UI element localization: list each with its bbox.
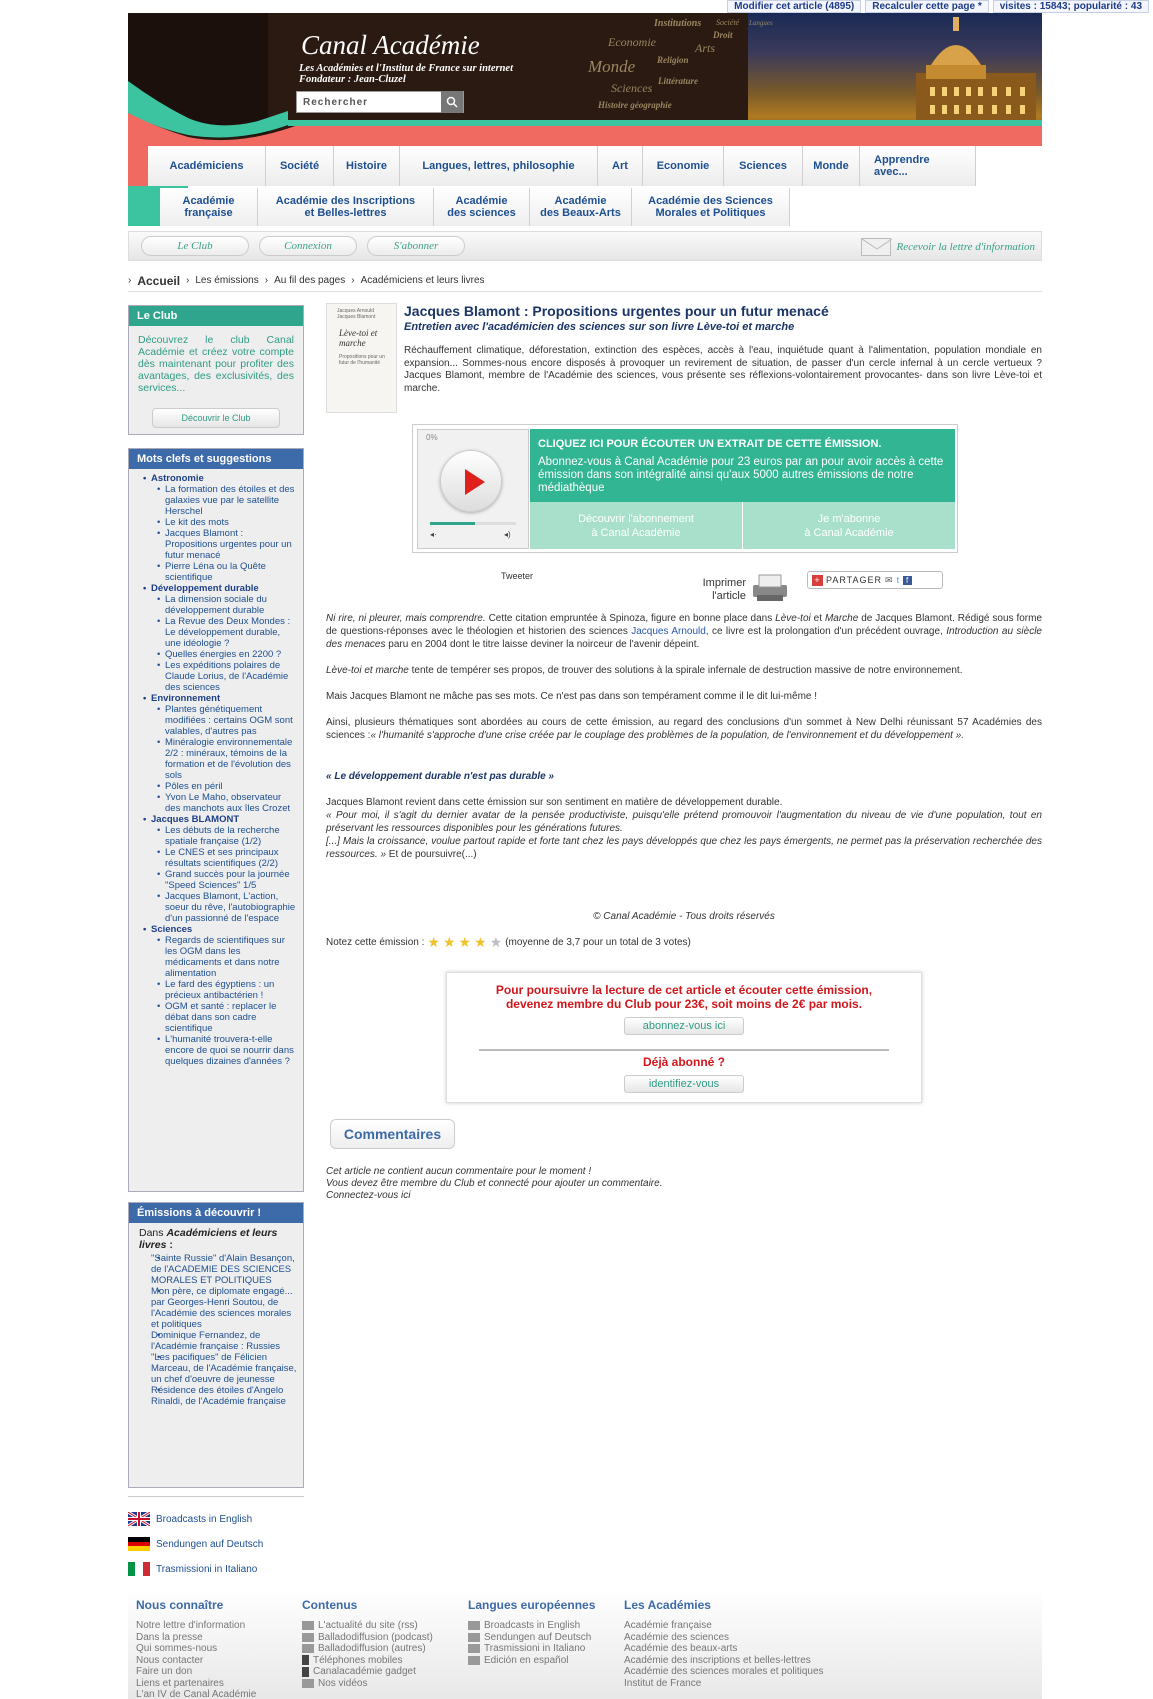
club-box-title: Le Club — [129, 306, 303, 326]
header-wave-decoration — [128, 13, 1042, 146]
emissions-intro-suffix: : — [166, 1239, 173, 1251]
site-footer — [128, 1588, 1042, 1699]
footer-link[interactable]: Académie des beaux-arts — [624, 1643, 738, 1654]
email-icon: ✉ — [885, 574, 894, 585]
keyword-category[interactable]: • Sciences — [137, 924, 297, 935]
offer-buttons — [530, 502, 955, 549]
footer-col-title: Les Académies — [624, 1598, 711, 1612]
club-box-text: Découvrez le club Canal Académie et créez votre compte dès maintenant pour profiter des avantages, des exclusivités, des services... — [138, 334, 294, 394]
discover-subscription-button[interactable]: Découvrir l'abonnement à Canal Académie — [530, 502, 743, 549]
keyword-category[interactable]: • Astronomie — [137, 473, 297, 484]
visits-counter: visites : 15843; popularité : 43 — [993, 0, 1149, 13]
discover-club-button[interactable]: Découvrir le Club — [152, 408, 280, 428]
cloud-word[interactable]: Droit — [713, 30, 733, 40]
emissions-intro-category[interactable]: Académiciens et leurs livres — [139, 1227, 278, 1251]
gadget-icon — [302, 1667, 309, 1677]
keyword-suggestion-link[interactable]: • Les débuts de la recherche spatiale française (1/2) — [137, 825, 297, 847]
footer-link[interactable]: Dans la presse — [136, 1631, 203, 1643]
body-text-run: , ce livre est la prolongation d'un précédent ouvrage, — [705, 626, 947, 637]
subscribe-here-button[interactable]: abonnez-vous ici — [624, 1017, 744, 1035]
body-heading: « Le développement durable n'est pas durable » — [326, 771, 554, 782]
cloud-word[interactable]: Histoire géographie — [598, 100, 672, 110]
body-paragraph — [326, 716, 1042, 742]
footer-link[interactable]: L'an IV de Canal Académie — [136, 1689, 257, 1699]
footer-link[interactable] — [302, 1632, 433, 1644]
tweet-button[interactable]: Tweeter — [501, 571, 534, 581]
book-title-ref: Marche — [824, 613, 859, 624]
keyword-suggestion-link[interactable]: • La dimension sociale du développement durable — [137, 594, 297, 616]
emissions-list — [129, 1223, 303, 1413]
footer-link[interactable]: Faire un don — [136, 1666, 193, 1677]
footer-col-languages — [468, 1598, 595, 1666]
play-button[interactable] — [440, 450, 502, 512]
audio-player — [412, 424, 958, 553]
play-icon — [441, 451, 503, 513]
body-paragraph — [326, 796, 1042, 861]
footer-link-label: Balladodiffusion (autres) — [318, 1643, 426, 1654]
cloud-word[interactable]: Economie — [608, 35, 656, 49]
uk-flag-icon — [128, 1512, 150, 1526]
article-body — [326, 612, 1042, 861]
keywords-list — [129, 469, 303, 1073]
breadcrumb-item[interactable]: Les émissions — [195, 275, 259, 286]
cloud-word[interactable]: Institutions — [654, 18, 702, 29]
book-title-ref: Lève-toi et marche — [326, 665, 409, 676]
academy-item[interactable]: Académie française — [160, 188, 258, 226]
breadcrumb-separator: › — [128, 275, 132, 286]
footer-link[interactable]: Qui sommes-nous — [136, 1643, 218, 1654]
search-input[interactable]: Rechercher — [303, 96, 369, 108]
nav-item[interactable]: Académiciens — [148, 146, 266, 186]
cloud-word[interactable]: Littérature — [658, 76, 698, 86]
already-subscribed-label: Déjà abonné ? — [642, 1055, 725, 1069]
keyword-suggestion-link[interactable]: • La Revue des Deux Mondes : Le développement durable, une idéologie ? — [137, 616, 297, 649]
breadcrumb-separator: › — [264, 275, 269, 286]
progress-fill — [430, 522, 475, 525]
footer-link[interactable]: Notre lettre d'information — [136, 1620, 246, 1631]
footer-col-title: Nous connaître — [136, 1598, 224, 1612]
nav-item[interactable]: Langues, lettres, philosophie — [400, 146, 598, 186]
nav-item[interactable]: Art — [598, 146, 643, 186]
emissions-intro — [137, 1227, 297, 1251]
admin-bar — [727, 0, 1149, 13]
subscribe-now-button[interactable]: Je m'abonne à Canal Académie — [804, 512, 894, 539]
footer-link[interactable]: Académie des sciences — [624, 1631, 730, 1643]
article-title: Jacques Blamont : Propositions urgentes pour un futur menacé — [404, 303, 829, 319]
footer-link-label: Broadcasts in English — [484, 1620, 581, 1631]
printer-icon[interactable] — [751, 573, 789, 603]
share-label: PARTAGER — [826, 575, 883, 585]
listen-offer-panel[interactable] — [530, 429, 955, 549]
body-text-run: tente de tempérer ses propos, de trouver des solutions à la spirale infernale de destruction massive de notre environnement. — [408, 665, 963, 676]
footer-col-about — [136, 1598, 256, 1699]
category-menu — [148, 146, 976, 186]
academy-item[interactable]: Académie des Inscriptions et Belles-lettres — [258, 188, 434, 226]
membership-promo — [446, 972, 922, 1103]
sidebar-divider — [128, 1496, 304, 1497]
footer-link-label: Téléphones mobiles — [313, 1654, 403, 1666]
body-text-run: paru en 2004 dont le titre laisse deviner la noirceur de l'avenir dépeint. — [385, 639, 700, 650]
cover-title: Lève-toi et marche — [339, 328, 378, 348]
cloud-word[interactable]: Religion — [657, 55, 689, 65]
emission-link[interactable]: • "Sainte Russie" d'Alain Besançon, de l'ACADEMIE DES SCIENCES MORALES ET POLITIQUES — [137, 1253, 297, 1286]
club-button[interactable]: Le Club — [141, 236, 249, 256]
subscribe-button[interactable]: S'abonner — [367, 236, 465, 256]
podcast-icon — [302, 1633, 314, 1642]
search-box[interactable] — [296, 91, 464, 113]
body-text-run: Jacques Blamont revient dans cette émission sur son sentiment en matière de développement durable. — [326, 797, 783, 808]
star-icon[interactable]: ★ — [427, 934, 440, 950]
facebook-icon: f — [903, 576, 912, 585]
body-text-run: Ainsi, plusieurs thématiques sont abordées au cours de cette émission, au regard des conclusions d'un sommet à New Delhi réunissant 57 Académies des sciences : — [326, 717, 1042, 741]
keywords-title: Mots clefs et suggestions — [129, 449, 303, 469]
keyword-category[interactable]: • Développement durable — [137, 583, 297, 594]
academies-menu — [160, 188, 790, 226]
rating-summary: (moyenne de 3,7 pour un total de 3 votes) — [505, 936, 691, 948]
no-comments-line: Cet article ne contient aucun commentaire pour le moment ! — [326, 1166, 592, 1177]
cover-author: Jacques Blamont — [337, 314, 376, 320]
footer-col-content — [302, 1598, 433, 1689]
newsletter-label: Recevoir la lettre d'information — [896, 241, 1035, 253]
body-text-run: Cette citation empruntée à Spinoza, figure en bonne place dans — [485, 613, 776, 624]
emission-link[interactable]: • Résidence des étoiles d'Angelo Rinaldi, de l'Académie française — [137, 1385, 297, 1407]
nav-item[interactable]: Apprendre avec... — [860, 146, 976, 186]
keyword-suggestion-link[interactable]: • Le kit des mots — [137, 517, 297, 528]
footer-link[interactable]: Liens et partenaires — [136, 1677, 224, 1689]
emissions-box — [128, 1202, 304, 1488]
footer-link[interactable] — [302, 1678, 433, 1690]
keyword-suggestion-link[interactable]: • Yvon Le Maho, observateur des manchots aux îles Crozet — [137, 792, 297, 814]
footer-link-label: Canalacadémie gadget — [313, 1666, 416, 1677]
lang-italian[interactable] — [128, 1562, 257, 1576]
share-button[interactable] — [807, 571, 943, 589]
emissions-title: Émissions à découvrir ! — [129, 1203, 303, 1223]
body-quote: [...] Mais la croissance, voulue partout rapide et forte tant chez les pays développés que chez les pays émergents, ne permet pas la préservation recherchée des ressources. » — [326, 836, 1042, 860]
copyright-notice: © Canal Académie - Tous droits réservés — [593, 911, 775, 922]
connect-link[interactable]: Connectez-vous ici — [326, 1190, 411, 1201]
star-icon[interactable]: ★ — [458, 934, 472, 950]
keyword-suggestion-link[interactable]: • Jacques Blamont, L'action, soeur du rêve, l'autobiographie d'un passionné de l'espace — [137, 891, 297, 924]
login-here-button[interactable]: identifiez-vous — [624, 1075, 744, 1093]
keyword-category[interactable]: • Environnement — [137, 693, 297, 704]
progress-bar[interactable] — [430, 522, 516, 525]
founder-line: Fondateur : Jean-Cluzel — [299, 74, 406, 85]
footer-link[interactable] — [302, 1643, 433, 1655]
italian-flag-icon — [468, 1644, 480, 1653]
emission-link[interactable]: • Mon père, ce diplomate engagé... par Georges-Henri Soutou, de l'Académie des sciences morales et politiques — [137, 1286, 297, 1330]
footer-link[interactable]: Institut de France — [624, 1677, 702, 1689]
body-text-run: et — [810, 613, 825, 624]
academy-item[interactable]: Académie des Sciences Morales et Politiques — [632, 188, 790, 226]
keyword-suggestion-link[interactable]: • Jacques Blamont : Propositions urgentes pour un futur menacé — [137, 528, 297, 561]
body-paragraph — [326, 612, 1042, 651]
body-quote: « Pour moi, il s'agit du dernier avatar de la pensée productiviste, puisqu'elle prétend promouvoir l'augmentation du niveau de vie d'une population, tout en préservant les ressources disponibles pour les générations futures. — [326, 810, 1042, 834]
recalc-page-link[interactable]: Recalculer cette page * — [865, 0, 989, 13]
keywords-box — [128, 448, 304, 1192]
cloud-word[interactable]: Société — [716, 18, 740, 27]
spanish-flag-icon — [468, 1656, 480, 1665]
promo-divider — [479, 1049, 889, 1051]
article-intro: Réchauffement climatique, déforestation, extinction des espèces, accès à l'eau, inquiétude quant à l'alimentation, population mondiale en expansion... Sommes-nous encore disposés à provoquer un revirement de situation, de passer d'un cercle infernal à un cercle vertueux ? Jacques Blamont, membre de l'Académie des sciences, vous présente ses réflexions-volontairement provocantes- dans son livre Lève-toi et marche. — [404, 345, 1042, 394]
lang-label: Sendungen auf Deutsch — [156, 1538, 264, 1550]
keyword-suggestion-link[interactable]: • L'humanité trouvera-t-elle encore de quoi se nourrir dans quelques dizaines d'années ? — [137, 1034, 297, 1067]
keyword-suggestion-link[interactable]: • Pôles en péril — [137, 781, 297, 792]
breadcrumb — [128, 270, 1042, 292]
comments-text — [326, 1166, 662, 1202]
comments-title: Commentaires — [330, 1119, 455, 1149]
book-title-ref: Lève-toi — [775, 613, 811, 624]
footer-link-label: L'actualité du site (rss) — [318, 1620, 418, 1631]
footer-col-title: Contenus — [302, 1598, 358, 1612]
keyword-suggestion-link[interactable]: • OGM et santé : replacer le débat dans son cadre scientifique — [137, 1001, 297, 1034]
keyword-category[interactable]: • Jacques BLAMONT — [137, 814, 297, 825]
nav-item[interactable]: Monde — [803, 146, 860, 186]
breadcrumb-item[interactable]: Académiciens et leurs livres — [360, 275, 485, 286]
star-icon[interactable]: ★ — [489, 934, 503, 950]
main-navigation — [128, 146, 1042, 226]
subscription-offer-text: Abonnez-vous à Canal Académie pour 23 euros par an pour avoir accès à cette émission dans son intégralité ainsi qu'aux 5000 autres émissions de notre médiathèque — [538, 456, 944, 494]
book-cover-image — [326, 303, 397, 413]
footer-col-title: Langues européennes — [468, 1598, 596, 1612]
keyword-suggestion-link[interactable]: • Minéralogie environnementale 2/2 : minéraux, témoins de la formation et de l'évolution des sols — [137, 737, 297, 781]
search-button[interactable] — [441, 91, 463, 113]
footer-link[interactable]: Académie des sciences morales et politiques — [624, 1666, 824, 1677]
footer-link[interactable] — [468, 1643, 595, 1655]
emission-link[interactable]: • "Les pacifiques" de Félicien Marceau, de l'Académie française, un chef d'oeuvre de jeunesse — [137, 1352, 297, 1385]
body-text-run: Et de poursuivre(...) — [386, 849, 477, 860]
footer-link[interactable] — [302, 1666, 433, 1678]
cloud-word[interactable]: Sciences — [611, 81, 653, 95]
podcast-icon — [302, 1644, 314, 1653]
site-tagline — [299, 63, 559, 85]
rating-label: Notez cette émission : — [326, 936, 425, 948]
rss-icon — [302, 1621, 314, 1630]
nav-item[interactable]: Histoire — [334, 146, 400, 186]
italian-flag-icon — [128, 1562, 150, 1576]
breadcrumb-separator: › — [351, 275, 355, 286]
keyword-suggestion-link[interactable]: • Quelles énergies en 2200 ? — [137, 649, 297, 660]
uk-flag-icon — [468, 1621, 480, 1630]
player-controls — [417, 429, 529, 549]
member-bar — [128, 231, 1042, 261]
keyword-suggestion-link[interactable]: • Regards de scientifiques sur les OGM dans les médicaments et dans notre alimentation — [137, 935, 297, 979]
cover-subtitle: Propositions pour un futur de l'humanité — [339, 354, 385, 366]
nav-item[interactable]: Société — [266, 146, 334, 186]
footer-link[interactable]: Académie des inscriptions et belles-lettres — [624, 1654, 811, 1666]
academy-item[interactable]: Académie des Beaux-Arts — [530, 188, 632, 226]
cover-author: Jacques Arnould — [337, 308, 374, 314]
footer-link-label: Sendungen auf Deutsch — [484, 1631, 592, 1643]
login-button[interactable]: Connexion — [259, 236, 357, 256]
star-icon[interactable]: ★ — [474, 934, 487, 950]
jacques-arnould-link[interactable]: Jacques Arnould — [631, 626, 706, 637]
cloud-word[interactable]: Arts — [695, 41, 716, 55]
member-required-line: Vous devez être membre du Club et connecté pour ajouter un commentaire. — [326, 1178, 663, 1189]
academy-item[interactable]: Académie des sciences — [434, 188, 530, 226]
club-box — [128, 305, 304, 435]
breadcrumb-separator: › — [186, 275, 190, 286]
nav-item[interactable]: Sciences — [724, 146, 803, 186]
volume-up-icon[interactable]: ◂) — [504, 530, 511, 539]
footer-col-academies — [624, 1598, 824, 1689]
emissions-intro-prefix: Dans — [139, 1227, 167, 1239]
modify-article-link[interactable]: Modifier cet article (4895) — [727, 0, 861, 13]
lang-english[interactable] — [128, 1512, 252, 1526]
keyword-suggestion-link[interactable]: • Le CNES et ses principaux résultats scientifiques (2/2) — [137, 847, 297, 869]
footer-link-label: Balladodiffusion (podcast) — [318, 1631, 433, 1643]
listen-extract-heading[interactable]: CLIQUEZ ICI POUR ÉCOUTER UN EXTRAIT DE CETTE ÉMISSION. — [538, 438, 882, 450]
player-progress-label: 0% — [426, 433, 438, 442]
footer-link[interactable]: Nous contacter — [136, 1654, 204, 1666]
footer-link-label: Nos vidéos — [318, 1677, 368, 1689]
article-subtitle: Entretien avec l'académicien des sciences sur son livre Lève-toi et marche — [404, 321, 795, 333]
footer-link[interactable] — [468, 1655, 595, 1667]
search-icon — [446, 96, 458, 108]
breadcrumb-item[interactable]: Au fil des pages — [274, 275, 346, 286]
footer-link[interactable] — [302, 1620, 433, 1632]
footer-link[interactable] — [468, 1620, 595, 1632]
lang-german[interactable] — [128, 1537, 263, 1551]
share-plus-icon: + — [812, 575, 823, 586]
footer-link-label: Trasmissioni in Italiano — [484, 1643, 586, 1654]
newsletter-link[interactable] — [861, 238, 1036, 256]
german-flag-icon — [468, 1633, 480, 1642]
lang-label: Broadcasts in English — [156, 1513, 253, 1525]
body-paragraph: Mais Jacques Blamont ne mâche pas ses mots. Ce n'est pas dans son tempérament comme il le dit lui-même ! — [326, 691, 818, 702]
star-icon[interactable]: ★ — [442, 934, 456, 950]
body-quote: Ni rire, ni pleurer, mais comprendre. — [326, 613, 486, 624]
footer-link[interactable]: Académie française — [624, 1620, 712, 1631]
nav-item[interactable]: Economie — [643, 146, 724, 186]
footer-link[interactable] — [468, 1632, 595, 1644]
envelope-icon — [861, 238, 891, 256]
cloud-word[interactable]: Monde — [588, 57, 636, 76]
breadcrumb-home[interactable]: Accueil — [137, 273, 181, 288]
rating-widget — [326, 935, 691, 949]
volume-down-icon[interactable]: ◂· — [430, 530, 437, 539]
body-paragraph — [326, 664, 1042, 677]
cloud-word[interactable]: Langues — [749, 19, 773, 27]
book-title-ref: Introduction au siècle des menaces — [326, 626, 1042, 650]
keyword-suggestion-link[interactable]: • Plantes génétiquement modifiées : certains OGM sont valables, d'autres pas — [137, 704, 297, 737]
promo-text: Pour poursuivre la lecture de cet article et écouter cette émission, devenez membre du Club pour 23€, soit moins de 2€ par mois. — [495, 983, 873, 1011]
tagline-line: Les Académies et l'Institut de France sur internet — [299, 63, 513, 74]
video-icon — [302, 1679, 314, 1688]
share-toolbar — [326, 571, 1042, 603]
footer-link[interactable] — [302, 1655, 433, 1667]
footer-link-label: Edición en español — [484, 1654, 569, 1666]
site-header — [128, 13, 1042, 146]
lang-label: Trasmissioni in Italiano — [156, 1563, 258, 1575]
emission-link[interactable]: • Dominique Fernandez, de l'Académie française : Russies — [137, 1330, 297, 1352]
keyword-suggestion-link[interactable]: • Les expéditions polaires de Claude Lorius, de l'Académie des sciences — [137, 660, 297, 693]
german-flag-icon — [128, 1537, 150, 1551]
site-title[interactable]: Canal Académie — [301, 30, 480, 60]
twitter-icon: t — [896, 575, 901, 585]
keyword-suggestion-link[interactable]: • Le fard des égyptiens : un précieux antibactérien ! — [137, 979, 297, 1001]
keyword-suggestion-link[interactable]: • Pierre Léna ou la Quête scientifique — [137, 561, 297, 583]
body-quote: « l'humanité s'approche d'une crise créée par le couplage des problèmes de la population, de l'environnement et du développement ». — [370, 730, 965, 741]
print-label[interactable]: Imprimer l'article — [702, 577, 746, 602]
body-text-run: de Jacques Blamont. Rédigé sous forme de questions-réponses avec le théologien et historien des sciences — [326, 613, 1043, 637]
keyword-suggestion-link[interactable]: • La formation des étoiles et des galaxies vue par le satellite Herschel — [137, 484, 297, 517]
keyword-suggestion-link[interactable]: • Grand succès pour la journée "Speed Sciences" 1/5 — [137, 869, 297, 891]
mobile-icon — [302, 1655, 309, 1665]
